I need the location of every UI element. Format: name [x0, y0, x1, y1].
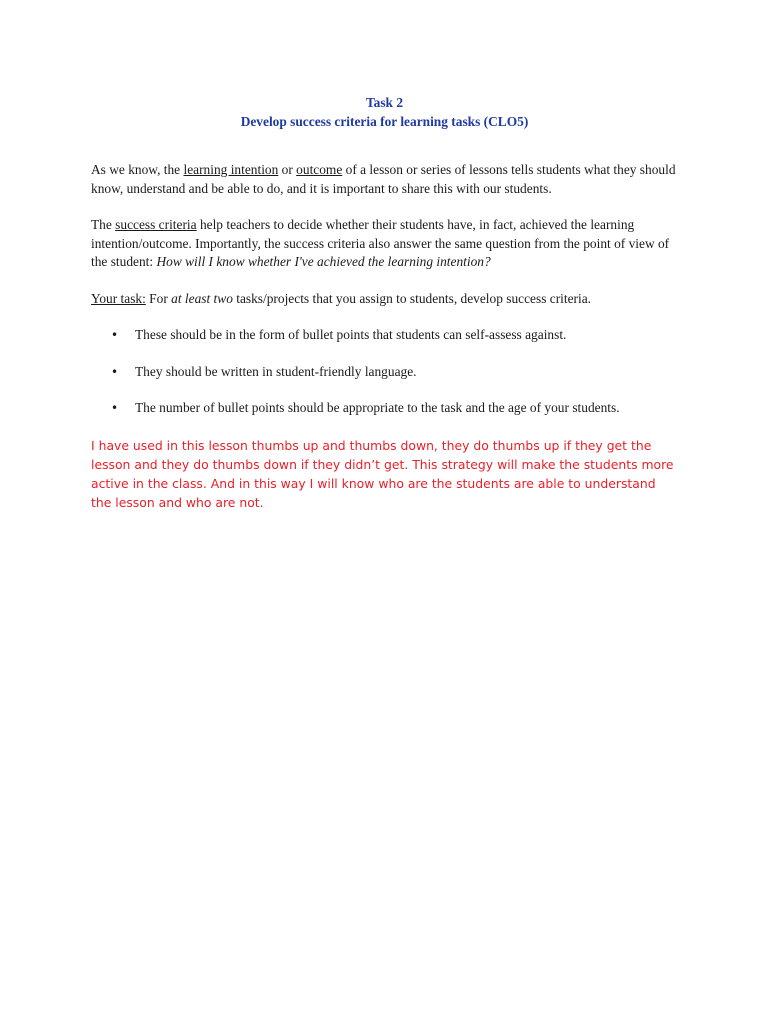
task-title: Develop success criteria for learning tasks (CLO5) [240, 114, 529, 129]
list-item [91, 399, 678, 418]
bullet-icon: • [111, 364, 119, 379]
outcome-term: outcome [296, 162, 343, 177]
list-item [91, 363, 678, 382]
student-question: How will I know whether I've achieved the learning intention? [156, 254, 491, 269]
bullet-text: These should be in the form of bullet points that students can self-assess against. [135, 327, 567, 342]
text-run: help teachers to decide whether their students have, in fact, achieved the learning intention/outcome. Importantly, the success criteria also answer the same question from the point of view of the student: [91, 217, 670, 269]
your-task-label: Your task: [91, 290, 146, 306]
success-criteria-term: success criteria [115, 217, 197, 232]
text-run: As we know, the [91, 162, 184, 177]
task-number: Task 2 [365, 95, 404, 110]
list-item [91, 326, 678, 345]
text-run: tasks/projects that you assign to students, develop success criteria. [232, 290, 592, 306]
bullet-icon: • [111, 401, 119, 415]
success-criteria-paragraph [91, 216, 678, 272]
task-instruction-paragraph [91, 290, 678, 309]
text-run: of a lesson or series of lessons tells students what they should know, understand and be able to do, and it is important to share this with our students. [91, 162, 676, 196]
learning-intention-term: learning intention [183, 162, 279, 177]
text-run: The [91, 217, 116, 232]
intro-paragraph [91, 161, 678, 198]
task-heading [91, 93, 678, 131]
bullet-icon: • [111, 328, 119, 342]
text-run: or [278, 162, 297, 177]
criteria-bullet-list [91, 326, 678, 418]
text-run: For [145, 290, 172, 306]
student-answer: I have used in this lesson thumbs up and thumbs down, they do thumbs up if they get the lesson and they do thumbs down if they didn’t get. This strategy will make the students more active in the class. And in this way I will know who are the students are able to understand the lesson and who are not. [91, 437, 674, 510]
bullet-text: The number of bullet points should be appropriate to the task and the age of your students. [135, 400, 620, 415]
bullet-text: They should be written in student-friendly language. [135, 363, 417, 379]
at-least-two-emphasis: at least two [171, 290, 233, 306]
